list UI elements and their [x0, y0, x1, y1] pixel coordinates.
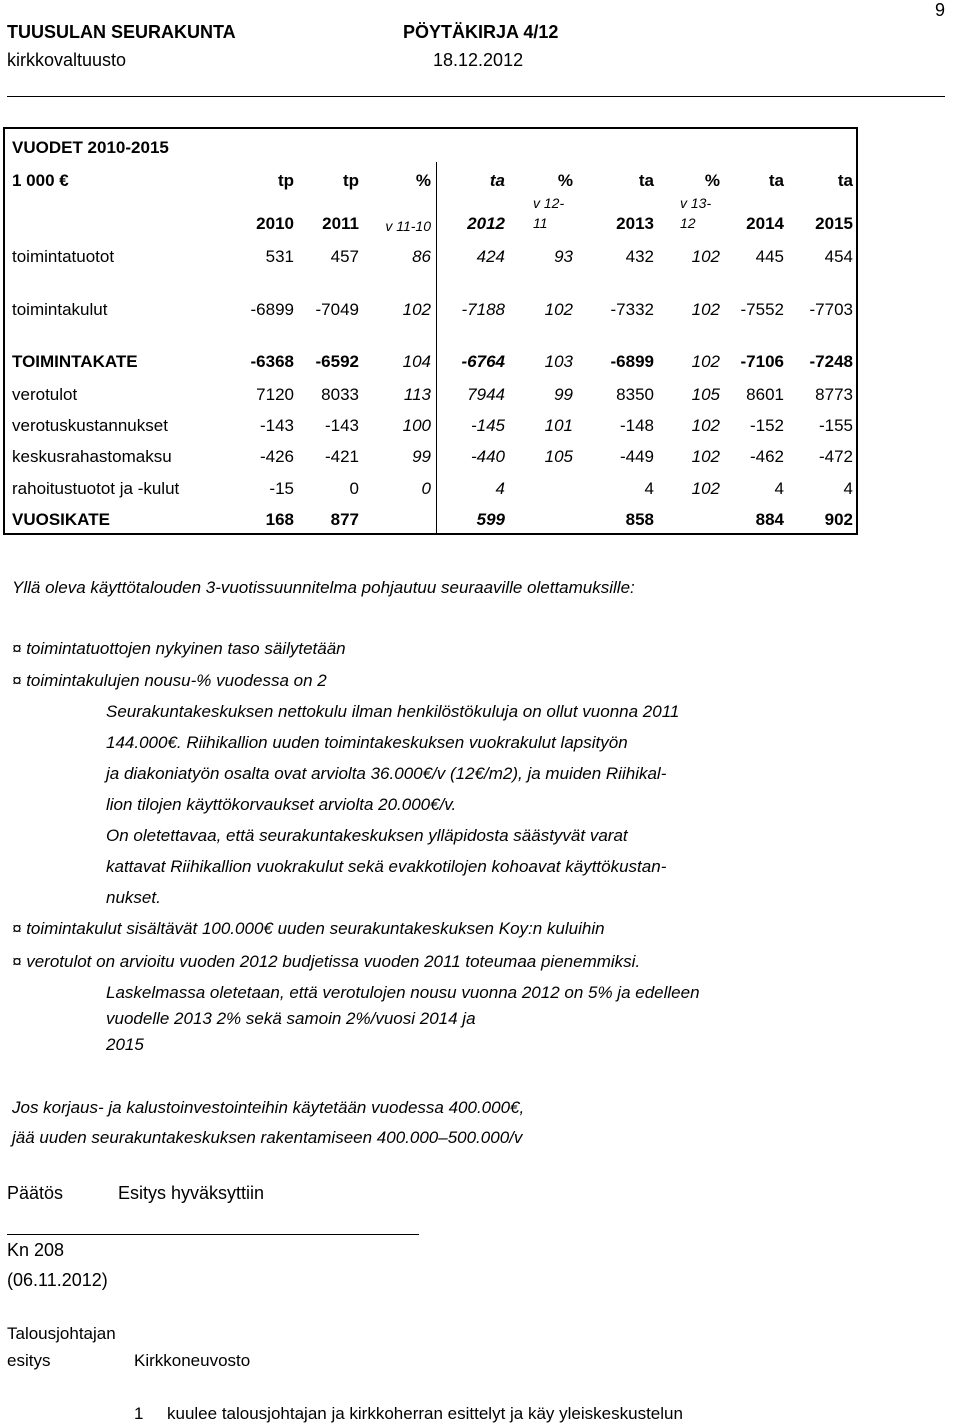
table-cell: 102 [691, 479, 720, 498]
column-type-header: ta [768, 171, 784, 190]
table-cell: 858 [625, 510, 654, 529]
row-label: verotuskustannukset [12, 416, 168, 435]
table-cell: -143 [324, 416, 359, 435]
row-label: toimintakulut [12, 300, 108, 319]
header-rule [7, 96, 945, 97]
column-type-header: % [415, 171, 431, 190]
table-cell: 101 [544, 416, 573, 435]
column-type-header: tp [342, 171, 359, 190]
table-cell: 168 [265, 510, 294, 529]
column-year-header: 2015 [815, 214, 853, 233]
table-cell: 4 [774, 479, 784, 498]
table-cell: 103 [544, 352, 573, 371]
bullet-text: toimintatuottojen nykyinen taso säilytetään [26, 639, 346, 658]
table-cell: 4 [495, 479, 505, 498]
column-type-header: ta [489, 171, 505, 190]
table-cell: -7106 [740, 352, 784, 371]
paragraph-line: nukset. [106, 888, 161, 907]
table-cell: -426 [259, 447, 294, 466]
table-cell: 102 [544, 300, 573, 319]
row-label: rahoitustuotot ja -kulut [12, 479, 180, 498]
bullet-item [12, 919, 605, 939]
column-type-header: % [704, 171, 720, 190]
table-cell: 0 [421, 479, 431, 498]
table-cell: 104 [402, 352, 431, 371]
table-cell: 105 [544, 447, 573, 466]
row-label: verotulot [12, 385, 78, 404]
column-type-header: ta [837, 171, 853, 190]
section-rule [7, 1234, 419, 1235]
row-label: TOIMINTAKATE [12, 352, 138, 371]
column-year-header: 2013 [616, 214, 654, 233]
table-cell: -472 [818, 447, 853, 466]
table-cell: -462 [749, 447, 784, 466]
table-cell: 8350 [616, 385, 654, 404]
table-cell: -449 [619, 447, 654, 466]
table-cell: -6899 [250, 300, 294, 319]
paragraph-line: 2015 [106, 1035, 144, 1054]
row-label: toimintatuotot [12, 247, 115, 266]
column-year-header: v 13-12 [680, 195, 712, 231]
table-cell: 424 [476, 247, 505, 266]
item-text: kuulee talousjohtajan ja kirkkoherran esittelyt ja käy yleiskeskustelun [167, 1404, 683, 1423]
column-type-header: % [557, 171, 573, 190]
table-cell: 4 [843, 479, 853, 498]
table-cell: 8601 [746, 385, 784, 404]
table-cell: 8033 [321, 385, 359, 404]
table-cell: 105 [691, 385, 720, 404]
bullet-text: toimintakulut sisältävät 100.000€ uuden seurakuntakeskuksen Koy:n kuluihin [26, 919, 605, 938]
meeting-date: 18.12.2012 [433, 50, 524, 70]
table-cell: 99 [412, 447, 431, 466]
paragraph-line: On oletettavaa, että seurakuntakeskuksen ylläpidosta säästyvät varat [106, 826, 628, 845]
column-year-header: 2014 [746, 214, 784, 233]
table-cell: 445 [755, 247, 784, 266]
page-number: 9 [935, 0, 946, 20]
table-cell: 102 [402, 300, 431, 319]
investment-line: Jos korjaus- ja kalustoinvestointeihin käytetään vuodessa 400.000€, [12, 1098, 525, 1117]
bullet-icon: ¤ [12, 952, 22, 971]
bullet-text: verotulot on arvioitu vuoden 2012 budjetissa vuoden 2011 toteumaa pienemmiksi. [26, 952, 641, 971]
proposal-label: Talousjohtajan [7, 1324, 116, 1343]
table-cell: -148 [619, 416, 654, 435]
column-year-header: 2010 [256, 214, 294, 233]
table-title: VUODET 2010-2015 [12, 138, 169, 157]
recipient: Kirkkoneuvosto [134, 1351, 251, 1370]
table-cell: -6368 [250, 352, 294, 371]
paragraph-line: ja diakoniatyön osalta ovat arviolta 36.000€/v (12€/m2), ja muiden Riihikal- [106, 764, 667, 783]
table-cell: 454 [824, 247, 853, 266]
row-label: keskusrahastomaksu [12, 447, 172, 466]
table-cell: -152 [749, 416, 784, 435]
table-cell: -7049 [315, 300, 359, 319]
table-cell: 113 [403, 385, 431, 404]
item-number: 1 [134, 1404, 144, 1423]
table-cell: -421 [324, 447, 359, 466]
column-year-header: v 12-11 [533, 195, 565, 231]
table-cell: 102 [691, 247, 720, 266]
proposal-label-2: esitys [7, 1351, 51, 1370]
paragraph-line: vuodelle 2013 2% sekä samoin 2%/vuosi 2014 ja [106, 1009, 476, 1028]
table-cell: -155 [818, 416, 853, 435]
table-cell: -15 [269, 479, 294, 498]
table-cell: -7703 [809, 300, 853, 319]
paragraph-line: Laskelmassa oletetaan, että verotulojen nousu vuonna 2012 on 5% ja edelleen [106, 983, 700, 1002]
table-cell: 86 [412, 247, 431, 266]
paragraph-line: Seurakuntakeskuksen nettokulu ilman henkilöstökuluja on ollut vuonna 2011 [106, 702, 680, 721]
table-cell: 99 [554, 385, 573, 404]
bullet-icon: ¤ [12, 639, 22, 658]
column-type-header: ta [638, 171, 654, 190]
table-cell: 877 [330, 510, 359, 529]
paragraph-line: kattavat Riihikallion vuokrakulut sekä evakkotilojen kohoavat käyttökustan- [106, 857, 667, 876]
table-cell: -145 [470, 416, 505, 435]
table-cell: 102 [691, 300, 720, 319]
table-cell: 102 [691, 352, 720, 371]
table-cell: -7248 [809, 352, 853, 371]
column-year-header: 2012 [467, 214, 505, 233]
table-cell: -7188 [461, 300, 505, 319]
table-cell: 102 [691, 416, 720, 435]
paragraph-line: 144.000€. Riihikallion uuden toimintakeskuksen vuokrakulut lapsityön [106, 733, 628, 752]
table-unit: 1 000 € [12, 171, 69, 190]
decision-text: Esitys hyväksyttiin [118, 1183, 265, 1203]
table-cell: 599 [476, 510, 505, 529]
bullet-item [12, 639, 346, 659]
bullet-item [12, 952, 640, 972]
column-type-header: tp [277, 171, 294, 190]
table-cell: -143 [259, 416, 294, 435]
table-cell: -7552 [740, 300, 784, 319]
document-title: PÖYTÄKIRJA 4/12 [403, 22, 559, 42]
table-cell: 902 [824, 510, 853, 529]
table-cell: 7120 [256, 385, 294, 404]
decision-label: Päätös [7, 1183, 64, 1203]
table-cell: 8773 [815, 385, 853, 404]
investment-line: jää uuden seurakuntakeskuksen rakentamiseen 400.000–500.000/v [12, 1128, 523, 1147]
bullet-text: toimintakulujen nousu-% vuodessa on 2 [26, 671, 327, 690]
table-cell: -6899 [610, 352, 654, 371]
column-year-header: v 11-10 [385, 218, 431, 234]
table-cell: 531 [265, 247, 294, 266]
table-cell: 93 [554, 247, 573, 266]
table-cell: 100 [402, 416, 431, 435]
table-cell: 4 [644, 479, 654, 498]
paragraph-line: lion tilojen käyttökorvaukset arviolta 20.000€/v. [106, 795, 457, 814]
bullet-icon: ¤ [12, 919, 22, 938]
bullet-icon: ¤ [12, 671, 22, 690]
table-cell: 102 [691, 447, 720, 466]
bullet-item [12, 671, 327, 691]
table-cell: 0 [349, 479, 359, 498]
org-name: TUUSULAN SEURAKUNTA [7, 22, 236, 42]
kn-number: Kn 208 [7, 1240, 65, 1260]
assumptions-intro: Yllä oleva käyttötalouden 3-vuotissuunnitelma pohjautuu seuraaville olettamuksille: [12, 578, 635, 597]
meeting-body: kirkkovaltuusto [7, 50, 127, 70]
table-cell: 432 [625, 247, 654, 266]
table-cell: -6764 [461, 352, 505, 371]
table-cell: -6592 [315, 352, 359, 371]
kn-date: (06.11.2012) [7, 1270, 108, 1290]
table-cell: 457 [330, 247, 359, 266]
table-cell: -440 [470, 447, 505, 466]
row-label: VUOSIKATE [12, 510, 110, 529]
column-year-header: 2011 [322, 214, 359, 233]
table-cell: -7332 [610, 300, 654, 319]
table-cell: 884 [755, 510, 784, 529]
table-cell: 7944 [467, 385, 505, 404]
